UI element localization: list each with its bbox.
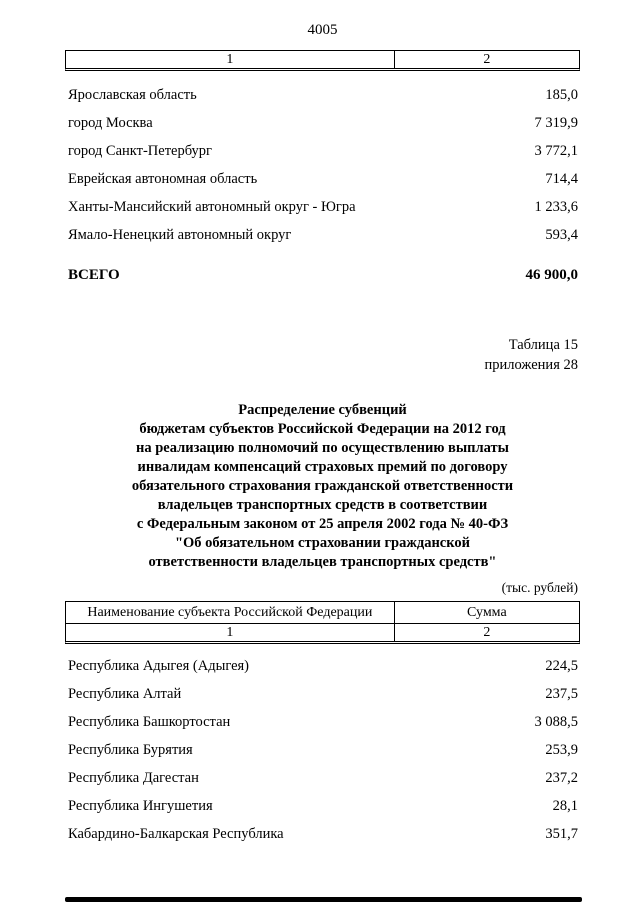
- table1-col1-number: 1: [66, 51, 395, 68]
- region-name: Республика Ингушетия: [68, 798, 213, 814]
- units-label: (тыс. рублей): [501, 580, 578, 595]
- table-row: [65, 652, 580, 680]
- table-row: [65, 680, 580, 708]
- region-value: 237,2: [545, 770, 578, 786]
- annotation-line2: приложения 28: [484, 357, 578, 373]
- table1-column-number-row: [65, 50, 580, 71]
- region-value: 237,5: [545, 686, 578, 702]
- document-title: [65, 401, 580, 572]
- title-line: с Федеральным законом от 25 апреля 2002 года № 40-ФЗ: [136, 516, 509, 532]
- table-row: [65, 81, 580, 109]
- title-line: ответственности владельцев транспортных средств": [148, 554, 497, 570]
- region-name: Республика Алтай: [68, 686, 182, 702]
- region-value: 28,1: [552, 798, 578, 814]
- region-value: 714,4: [545, 171, 578, 187]
- table-row: [65, 109, 580, 137]
- document-page: [65, 0, 580, 905]
- region-value: 3 772,1: [534, 143, 578, 159]
- title-line: владельцев транспортных средств в соответствии: [157, 497, 488, 513]
- region-name: Еврейская автономная область: [68, 171, 258, 187]
- table2-col2-header: Сумма: [467, 605, 507, 620]
- region-value: 1 233,6: [534, 199, 578, 215]
- table-row: [65, 764, 580, 792]
- region-value: 7 319,9: [534, 115, 578, 131]
- table-annotation: [65, 335, 580, 375]
- table2-col1-number: 1: [66, 624, 395, 641]
- title-line: "Об обязательном страховании гражданской: [174, 535, 471, 551]
- table2-column-number-row: [66, 624, 579, 641]
- region-name: Республика Башкортостан: [68, 714, 231, 730]
- region-value: 253,9: [545, 742, 578, 758]
- total-row: [65, 261, 580, 289]
- region-name: город Москва: [68, 115, 153, 131]
- title-line: обязательного страхования гражданской ответственности: [131, 478, 514, 494]
- page-number: 4005: [307, 22, 338, 38]
- region-value: 3 088,5: [534, 714, 578, 730]
- title-line: бюджетам субъектов Российской Федерации на 2012 год: [139, 421, 506, 437]
- table-row: [65, 736, 580, 764]
- total-label: ВСЕГО: [68, 267, 120, 283]
- table-row: [65, 137, 580, 165]
- title-line: инвалидам компенсаций страховых премий по договору: [137, 459, 508, 475]
- region-value: 224,5: [545, 658, 578, 674]
- table-row: [65, 792, 580, 820]
- table-row: [65, 193, 580, 221]
- region-name: Ямало-Ненецкий автономный округ: [68, 227, 292, 243]
- table1-rows: [65, 81, 580, 249]
- table-row: [65, 708, 580, 736]
- table2-col2-number: 2: [483, 625, 491, 640]
- table2-col1-header: Наименование субъекта Российской Федерации: [66, 602, 395, 623]
- total-value: 46 900,0: [525, 267, 578, 283]
- next-table-top-edge: [65, 897, 582, 902]
- region-name: Ярославская область: [68, 87, 197, 103]
- table1-col2-number: 2: [483, 52, 491, 67]
- table-row: [65, 820, 580, 848]
- table2-header: [65, 601, 580, 644]
- table2-rows: [65, 652, 580, 848]
- table2-header-row: [66, 602, 579, 624]
- region-value: 185,0: [545, 87, 578, 103]
- region-name: Республика Дагестан: [68, 770, 199, 786]
- title-line: на реализацию полномочий по осуществлению выплаты: [135, 440, 509, 456]
- region-name: Республика Адыгея (Адыгея): [68, 658, 250, 674]
- table-row: [65, 221, 580, 249]
- region-value: 351,7: [545, 826, 578, 842]
- annotation-line1: Таблица 15: [508, 337, 578, 353]
- region-name: Республика Бурятия: [68, 742, 193, 758]
- region-name: Ханты-Мансийский автономный округ - Югра: [68, 199, 356, 215]
- table-row: [65, 165, 580, 193]
- region-name: город Санкт-Петербург: [68, 143, 213, 159]
- region-name: Кабардино-Балкарская Республика: [68, 826, 284, 842]
- region-value: 593,4: [545, 227, 578, 243]
- title-line: Распределение субвенций: [238, 402, 407, 418]
